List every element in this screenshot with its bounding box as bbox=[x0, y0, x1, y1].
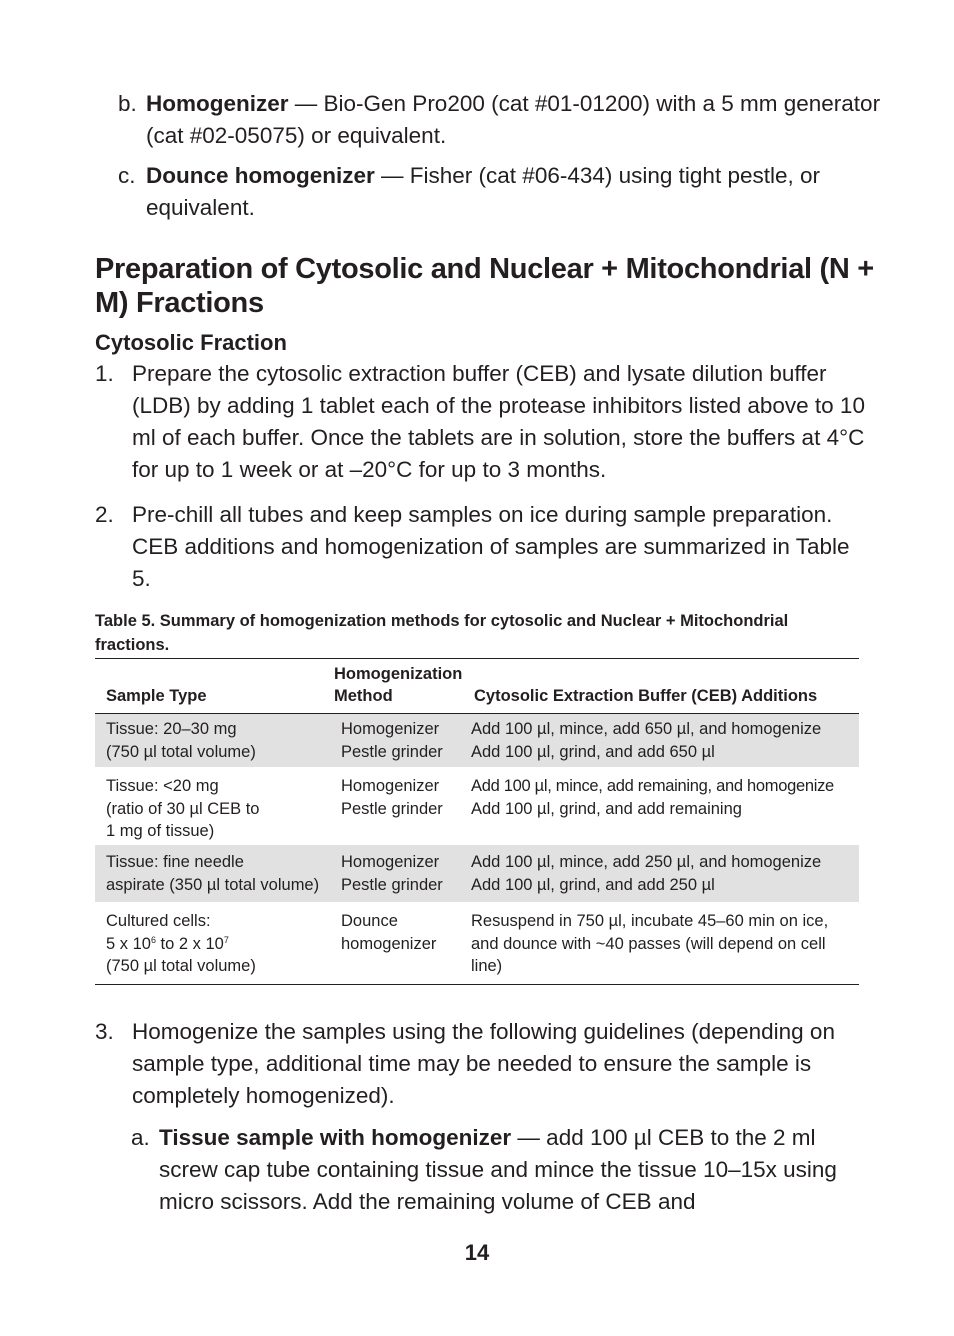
cell-line: Homogenizer bbox=[341, 720, 440, 738]
item-letter: b. bbox=[118, 91, 137, 116]
cell-line: Tissue: <20 mg bbox=[106, 777, 219, 795]
step-text: Pre-chill all tubes and keep samples on ice during sample preparation. CEB additions and homogenization of samples are summarized in Table 5. bbox=[132, 502, 850, 591]
step-number: 2. bbox=[95, 502, 114, 527]
cell-line: Tissue: 20–30 mg bbox=[106, 720, 237, 738]
cell-ceb bbox=[471, 718, 863, 763]
item-description: — Fisher (cat #06-434) using tight pestle, or equivalent. bbox=[146, 163, 820, 220]
cell-line: (750 µl total volume) bbox=[106, 742, 256, 761]
step-number: 3. bbox=[95, 1019, 114, 1044]
cell-line: Dounce bbox=[341, 912, 398, 930]
cell-sample-type bbox=[106, 910, 341, 978]
cell-line: (ratio of 30 µl CEB to bbox=[106, 799, 260, 818]
cell-method bbox=[341, 851, 471, 896]
cell-method bbox=[341, 910, 471, 955]
cell-line: Pestle grinder bbox=[341, 742, 443, 761]
item-term: Tissue sample with homogenizer bbox=[159, 1125, 512, 1150]
step-text: Homogenize the samples using the following guidelines (depending on sample type, additional time may be needed to ensure the sample is completely homogenized). bbox=[132, 1019, 835, 1108]
table-row bbox=[95, 902, 859, 984]
cell-line: Tissue: fine needle bbox=[106, 853, 244, 871]
cell-line: Cultured cells: bbox=[106, 912, 211, 930]
cell-text: 5 x 10 bbox=[106, 934, 151, 953]
subsection-heading: Cytosolic Fraction bbox=[95, 330, 287, 355]
cell-line: Add 100 µl, grind, and add 250 µl bbox=[471, 875, 715, 894]
header-method: Homogenization Method bbox=[334, 665, 463, 705]
table-row bbox=[95, 714, 859, 767]
cell-line: Homogenizer bbox=[341, 853, 440, 871]
superscript-exponent: 7 bbox=[223, 934, 229, 945]
cell-method bbox=[341, 775, 471, 820]
superscript-exponent: 6 bbox=[150, 934, 156, 945]
cell-sample-type bbox=[106, 775, 341, 843]
cell-line: 1 mg of tissue) bbox=[106, 822, 215, 840]
item-term: Homogenizer bbox=[146, 91, 289, 116]
item-description: — add 100 µl CEB to the 2 ml screw cap tube containing tissue and mince the tissue 10–15x using micro scissors. Add the remaining volume of CEB and bbox=[159, 1125, 837, 1214]
cell-ceb bbox=[471, 775, 863, 820]
table-row bbox=[95, 845, 859, 902]
step-1 bbox=[95, 358, 865, 486]
header-sample-type: Sample Type bbox=[106, 687, 207, 705]
guideline-item-tissue-homogenizer bbox=[131, 1122, 879, 1218]
cell-line bbox=[106, 933, 341, 956]
cell-line: Add 100 µl, mince, add 650 µl, and homogenize bbox=[471, 720, 822, 738]
cell-text: to 2 x 10 bbox=[155, 934, 224, 953]
section-heading: Preparation of Cytosolic and Nuclear + Mitochondrial (N + M) Fractions bbox=[95, 253, 874, 319]
item-letter: a. bbox=[131, 1125, 150, 1150]
item-description: — Bio-Gen Pro200 (cat #01-01200) with a 5 mm generator (cat #02-05075) or equivalent. bbox=[146, 91, 881, 148]
cell-method bbox=[341, 718, 471, 763]
step-number: 1. bbox=[95, 361, 114, 386]
header-ceb: Cytosolic Extraction Buffer (CEB) Additions bbox=[474, 687, 818, 705]
cell-line: aspirate (350 µl total volume) bbox=[106, 875, 320, 894]
table-caption: Table 5. Summary of homogenization methods for cytosolic and Nuclear + Mitochondrial fractions. bbox=[95, 612, 789, 654]
table-header-row bbox=[95, 659, 859, 714]
step-text: Prepare the cytosolic extraction buffer (CEB) and lysate dilution buffer (LDB) by adding 1 tablet each of the protease inhibitors listed above to 10 ml of each buffer. Once the tablets are in solution, store the buffers at 4°C for up to 1 week or at –20°C for up to 3 months. bbox=[132, 361, 865, 482]
cell-line: Homogenizer bbox=[341, 777, 440, 795]
equipment-item-dounce bbox=[118, 160, 886, 224]
homogenization-table bbox=[95, 658, 859, 985]
cell-ceb bbox=[471, 910, 841, 978]
cell-sample-type bbox=[106, 718, 341, 763]
item-term: Dounce homogenizer bbox=[146, 163, 375, 188]
cell-line: (750 µl total volume) bbox=[106, 957, 256, 975]
table-row bbox=[95, 767, 859, 845]
cell-line: Add 100 µl, grind, and add remaining bbox=[471, 799, 742, 818]
cell-line: homogenizer bbox=[341, 934, 437, 953]
equipment-item-homogenizer bbox=[118, 88, 886, 152]
cell-line: Add 100 µl, grind, and add 650 µl bbox=[471, 742, 715, 761]
item-letter: c. bbox=[118, 163, 136, 188]
step-3 bbox=[95, 1016, 865, 1112]
cell-line: Add 100 µl, mince, add remaining, and homogenize bbox=[471, 777, 834, 795]
cell-ceb bbox=[471, 851, 863, 896]
step-2 bbox=[95, 499, 865, 595]
cell-line: Resuspend in 750 µl, incubate 45–60 min on ice, and dounce with ~40 passes (will depend on cell line) bbox=[471, 912, 829, 975]
cell-sample-type bbox=[106, 851, 341, 896]
cell-line: Pestle grinder bbox=[341, 799, 443, 818]
cell-line: Add 100 µl, mince, add 250 µl, and homogenize bbox=[471, 853, 822, 871]
page-number: 14 bbox=[464, 1240, 490, 1265]
cell-line: Pestle grinder bbox=[341, 875, 443, 894]
